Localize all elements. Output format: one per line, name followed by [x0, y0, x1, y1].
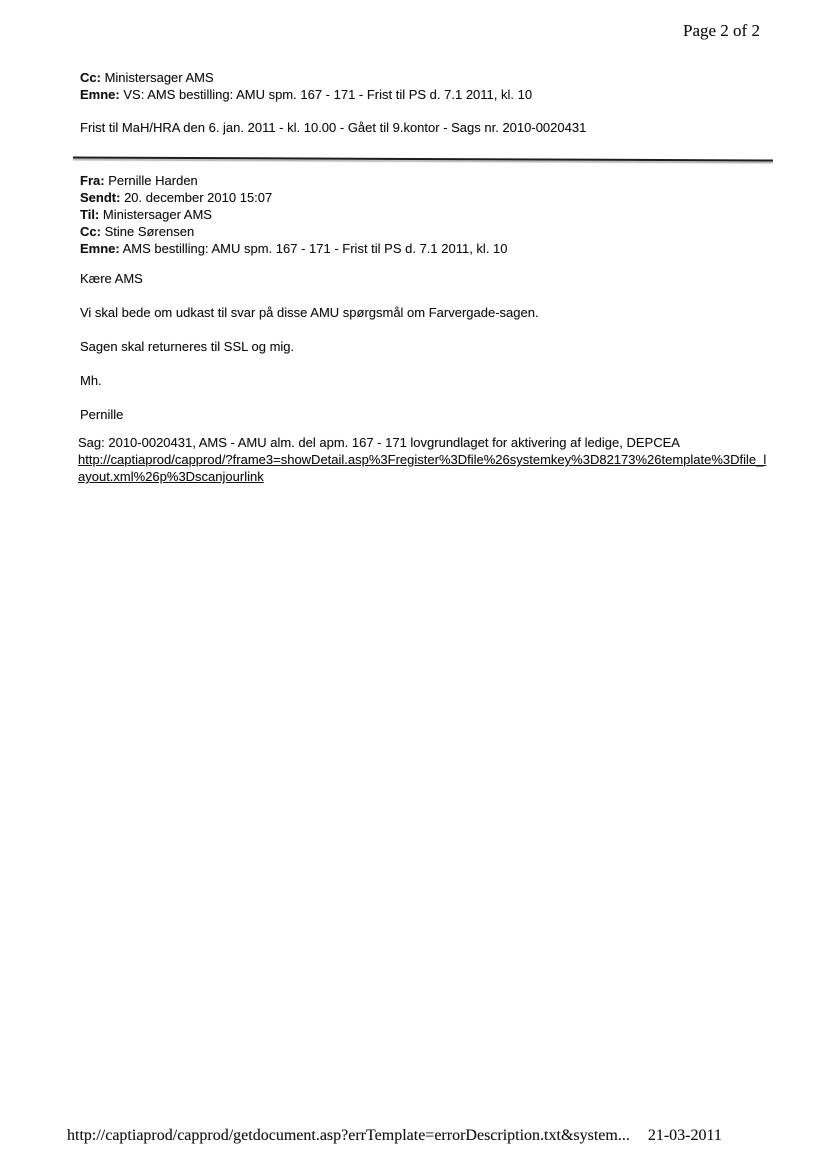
- cc-label: Cc:: [80, 224, 101, 239]
- body-paragraph: Vi skal bede om udkast til svar på disse AMU spørgsmål om Farvergade-sagen.: [80, 305, 539, 320]
- footer-url: http://captiaprod/capprod/getdocument.asp?errTemplate=errorDescription.txt&system...: [67, 1127, 630, 1144]
- forward-header-row-cc: [80, 69, 770, 86]
- case-reference: [78, 434, 768, 485]
- message-header-row-cc: [80, 223, 770, 240]
- case-reference-line: Sag: 2010-0020431, AMS - AMU alm. del apm. 167 - 171 lovgrundlaget for aktivering af ledige, DEPCEA: [78, 435, 680, 450]
- subject-label: Emne:: [80, 87, 120, 102]
- message-header: [80, 172, 770, 257]
- subject-value: AMS bestilling: AMU spm. 167 - 171 - Frist til PS d. 7.1 2011, kl. 10: [122, 241, 508, 256]
- page-number: Page 2 of 2: [683, 21, 760, 40]
- signature: Pernille: [80, 407, 124, 422]
- greeting: Kære AMS: [80, 271, 143, 286]
- separator-line: [73, 156, 773, 161]
- body-paragraph: Sagen skal returneres til SSL og mig.: [80, 339, 295, 354]
- page-footer: [67, 1126, 807, 1145]
- subject-label: Emne:: [80, 241, 120, 256]
- from-label: Fra:: [80, 173, 105, 188]
- cc-label: Cc:: [80, 70, 101, 85]
- from-value: Pernille Harden: [108, 173, 198, 188]
- case-document-link[interactable]: http://captiaprod/capprod/?frame3=showDetail.asp%3Fregister%3Dfile%26systemkey%3D82173%26template%3Dfile_layout.xml%26p%3Dscanjourlink: [78, 452, 767, 484]
- message-header-row-sent: [80, 189, 770, 206]
- subject-value: VS: AMS bestilling: AMU spm. 167 - 171 - Frist til PS d. 7.1 2011, kl. 10: [123, 87, 533, 102]
- message-header-row-to: [80, 206, 770, 223]
- signoff: Mh.: [80, 373, 102, 388]
- sent-value: 20. december 2010 15:07: [124, 190, 273, 205]
- cc-value: Ministersager AMS: [104, 70, 214, 85]
- cc-value: Stine Sørensen: [104, 224, 195, 239]
- sent-label: Sendt:: [80, 190, 121, 205]
- message-header-row-from: [80, 172, 770, 189]
- footer-date: 21-03-2011: [647, 1127, 722, 1144]
- forwarded-email-header: [80, 69, 770, 103]
- deadline-note: Frist til MaH/HRA den 6. jan. 2011 - kl. 10.00 - Gået til 9.kontor - Sags nr. 2010-0020431: [80, 120, 587, 135]
- to-label: Til:: [80, 207, 100, 222]
- message-header-row-subject: [80, 240, 770, 257]
- email-body: [80, 270, 770, 440]
- forward-header-row-subject: [80, 86, 770, 103]
- to-value: Ministersager AMS: [102, 207, 212, 222]
